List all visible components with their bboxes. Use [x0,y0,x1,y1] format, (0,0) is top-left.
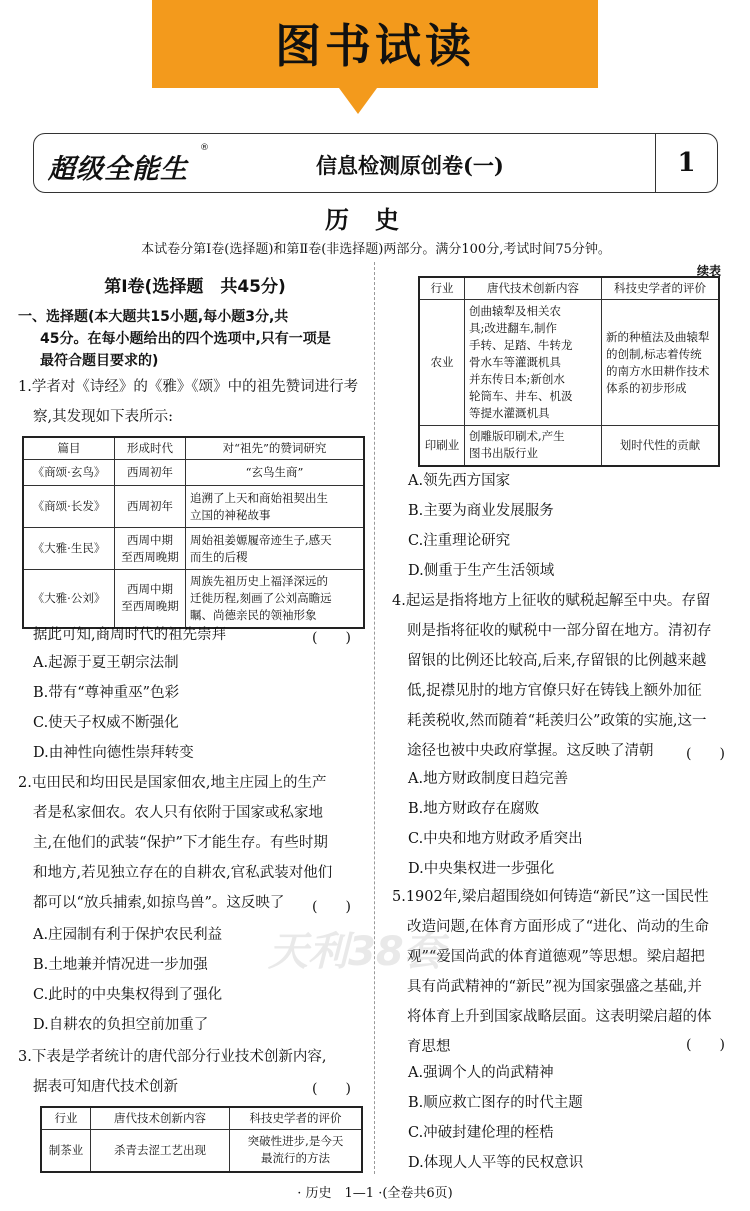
option[interactable]: C.此时的中央集权得到了强化 [33,987,223,1003]
banner-title: 图书试读 [275,19,475,73]
banner-arrow [339,88,377,114]
exam-number: 1 [677,148,696,178]
option[interactable]: B.土地兼并情况进一步加强 [33,957,208,973]
option[interactable]: A.起源于夏王朝宗法制 [33,655,179,671]
option[interactable]: C.中央和地方财政矛盾突出 [408,831,583,847]
table-row: 《商颂·长发》 西周初年 追溯了上天和商始祖契出生 立国的神秘故事 [23,486,364,528]
q1-question: 据此可知,商周时代的祖先崇拜 [33,627,227,643]
table-row: 《商颂·玄鸟》 西周初年 “玄鸟生商” [23,460,364,486]
option[interactable]: C.注重理论研究 [408,533,511,549]
option[interactable]: A.庄园制有利于保护农民利益 [33,927,223,943]
q5-answer-paren: ( ) [686,1037,725,1053]
option[interactable]: A.地方财政制度日趋完善 [408,771,569,787]
option[interactable]: D.侧重于生产生活领域 [408,563,555,579]
subject-title: 历史 [325,205,425,234]
table-row: 《大雅·公刘》 西周中期 至西周晚期 周族先祖历史上福泽深远的 迁徙历程,刻画了公刘高瞻远 瞩、尚德亲民的领袖形象 [23,570,364,628]
q4-options [408,764,583,884]
watermark: 天利38套 [268,929,444,975]
registered-mark: ® [200,143,209,153]
option[interactable]: D.由神性向德性崇拜转变 [33,745,194,761]
q3-stem: 3.下表是学者统计的唐代部分行业技术创新内容, 据表可知唐代技术创新 [18,1049,327,1095]
table-row: 印刷业 创雕版印刷术,产生 图书出版行业 划时代性的贡献 [419,426,719,466]
option[interactable]: D.体现人人平等的民权意识 [408,1155,584,1171]
option[interactable]: C.使天子权威不断强化 [33,715,179,731]
continued-label: 续表 [697,264,722,278]
q1-options [33,648,194,768]
q5-options [408,1058,583,1178]
option[interactable]: B.带有“尊神重巫”色彩 [33,685,180,701]
q3-table-continued [418,276,720,467]
q1-stem: 1.学者对《诗经》的《雅》《颂》中的祖先赞词进行考 察,其发现如下表所示: [18,379,359,425]
exam-title: 信息检测原创卷(一) [316,153,504,178]
table-header-row: 行业 唐代技术创新内容 科技史学者的评价 [41,1107,362,1130]
table-header-row: 篇目 形成时代 对“祖先”的赞词研究 [23,437,364,460]
option[interactable]: D.自耕农的负担空前加重了 [33,1017,209,1033]
q3-table [40,1106,363,1173]
q1-table [22,436,365,629]
option[interactable]: C.冲破封建伦理的桎梏 [408,1125,554,1141]
q1-answer-paren: ( ) [312,630,351,646]
q2-answer-paren: ( ) [312,899,351,915]
option[interactable]: A.强调个人的尚武精神 [408,1065,554,1081]
option[interactable]: B.顺应救亡图存的时代主题 [408,1095,583,1111]
column-divider [374,262,375,1174]
option[interactable]: B.地方财政存在腐败 [408,801,540,817]
page-footer: · 历史 1—1 ·(全卷共6页) [297,1186,453,1201]
option[interactable]: A.领先西方国家 [408,473,511,489]
q2-options [33,920,222,1040]
q3-answer-paren: ( ) [312,1081,351,1097]
table-row: 农业 创曲辕犁及相关农 具;改进翻车,制作 手转、足踏、牛转龙 骨水车等灌溉机具 并东传日本;新创水 轮筒车、井车、机汲 等提水灌溉机具 新的种植法及曲辕犁 的创制,标志着传统 的南方水田耕作技术 体系的初步形成 [419,300,719,426]
instructions: 本试卷分第Ⅰ卷(选择题)和第Ⅱ卷(非选择题)两部分。满分100分,考试时间75分钟。 [141,242,611,257]
brand-logo: 超级全能生 [48,154,188,185]
q4-answer-paren: ( ) [686,746,725,762]
table-row: 《大雅·生民》 西周中期 至西周晚期 周始祖姜嫄履帝迹生子,感天 而生的后稷 [23,528,364,570]
table-header-row: 行业 唐代技术创新内容 科技史学者的评价 [419,277,719,300]
option[interactable]: D.中央集权进一步强化 [408,861,555,877]
section-heading: 一、选择题(本大题共15小题,每小题3分,共 45分。在每小题给出的四个选项中,只有一项是 最符合题目要求的) [18,309,331,369]
part-title: 第Ⅰ卷(选择题 共45分) [104,277,286,297]
q3-options [408,466,554,586]
option[interactable]: B.主要为商业发展服务 [408,503,554,519]
q4-stem: 4.起运是指将地方上征收的赋税起解至中央。存留 则是指将征收的赋税中一部分留在地方。清初存 留银的比例还比较高,后来,存留银的比例越来越 低,捉襟见肘的地方官僚只好在铸钱上额外加征 耗羡税收,然而随着“耗羡归公”政策的实施,这一 途径也被中央政府掌握。这反映了清朝 [392,593,712,759]
q2-stem: 2.屯田民和均田民是国家佃农,地主庄园上的生产 者是私家佃农。农人只有依附于国家或私家地 主,在他们的武装“保护”下才能生存。有些时期 和地方,若见独立存在的自耕农,官私武装对他们 都可以“放兵捕索,如掠鸟兽”。这反映了 [18,775,333,911]
q5-stem: 5.1902年,梁启超围绕如何铸造“新民”这一国民性 改造问题,在体育方面形成了“进化、尚动的生命 观”“爱国尚武的体育道德观”等思想。梁启超把 具有尚武精神的“新民”视为国家强盛之基础,并 将体育上升到国家战略层面。这表明梁启超的体 育思想 [392,889,712,1055]
table-row: 制茶业 杀青去涩工艺出现 突破性进步,是今天 最流行的方法 [41,1130,362,1172]
